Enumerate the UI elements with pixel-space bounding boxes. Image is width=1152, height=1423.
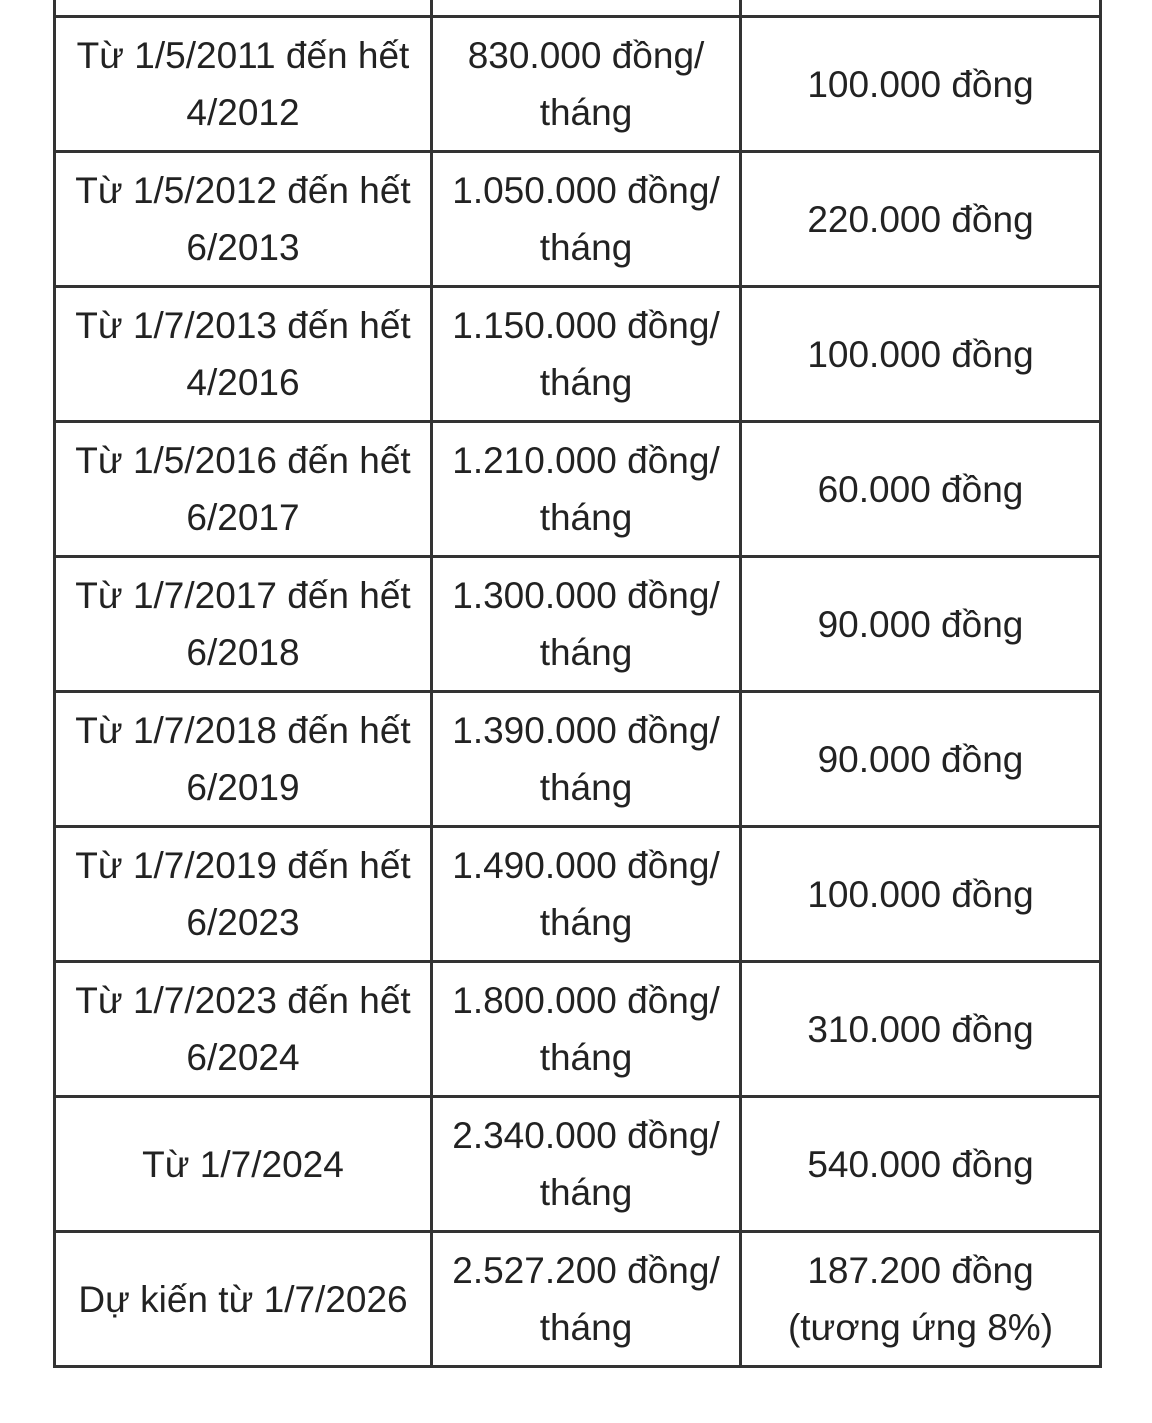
period-cell: [55, 827, 432, 962]
amount-text: 2.340.000 đồng/ tháng: [452, 1115, 720, 1213]
increase-text: 220.000 đồng: [807, 198, 1034, 240]
increase-text: 187.200 đồng (tương ứng 8%): [787, 1250, 1054, 1348]
amount-cell: [432, 17, 741, 152]
amount-text: 2.527.200 đồng/ tháng: [452, 1250, 720, 1348]
period-cell: [55, 1097, 432, 1232]
increase-text: 90.000 đồng: [817, 738, 1024, 780]
amount-text: 1.300.000 đồng/ tháng: [452, 575, 720, 673]
cutoff-cell: [432, 0, 741, 17]
period-text: Dự kiến từ 1/7/2026: [78, 1278, 408, 1320]
table-row: [55, 962, 1101, 1097]
amount-cell: [432, 287, 741, 422]
cutoff-cell: [55, 0, 432, 17]
increase-text: 100.000 đồng: [807, 333, 1034, 375]
period-text: Từ 1/7/2017 đến hết 6/2018: [75, 575, 411, 673]
period-text: Từ 1/5/2011 đến hết 4/2012: [76, 35, 410, 133]
period-cell: [55, 557, 432, 692]
period-cell: [55, 422, 432, 557]
period-text: Từ 1/7/2024: [142, 1143, 344, 1185]
table-row: [55, 557, 1101, 692]
increase-text: 540.000 đồng: [807, 1143, 1034, 1185]
table-row: [55, 1097, 1101, 1232]
period-text: Từ 1/7/2013 đến hết 4/2016: [75, 305, 411, 403]
table-row: [55, 692, 1101, 827]
amount-text: 1.490.000 đồng/ tháng: [452, 845, 720, 943]
increase-cell: [741, 422, 1101, 557]
amount-cell: [432, 1232, 741, 1367]
amount-cell: [432, 422, 741, 557]
table-row: [55, 152, 1101, 287]
period-text: Từ 1/5/2012 đến hết 6/2013: [75, 170, 411, 268]
amount-cell: [432, 962, 741, 1097]
increase-text: 310.000 đồng: [807, 1008, 1034, 1050]
increase-text: 90.000 đồng: [817, 603, 1024, 645]
period-text: Từ 1/5/2016 đến hết 6/2017: [75, 440, 411, 538]
period-cell: [55, 962, 432, 1097]
amount-cell: [432, 152, 741, 287]
increase-cell: [741, 962, 1101, 1097]
period-cell: [55, 1232, 432, 1367]
base-salary-table: [53, 0, 1102, 1368]
table-row: [55, 1232, 1101, 1367]
increase-cell: [741, 287, 1101, 422]
period-text: Từ 1/7/2019 đến hết 6/2023: [75, 845, 411, 943]
table-row: [55, 422, 1101, 557]
increase-cell: [741, 152, 1101, 287]
amount-text: 1.800.000 đồng/ tháng: [452, 980, 720, 1078]
table-row-cutoff: [55, 0, 1101, 17]
period-text: Từ 1/7/2018 đến hết 6/2019: [75, 710, 411, 808]
period-cell: [55, 152, 432, 287]
cutoff-cell: [741, 0, 1101, 17]
amount-text: 830.000 đồng/ tháng: [467, 35, 705, 133]
table-row: [55, 17, 1101, 152]
increase-text: 100.000 đồng: [807, 63, 1034, 105]
salary-table-container: [53, 0, 1099, 1368]
period-cell: [55, 17, 432, 152]
amount-text: 1.050.000 đồng/ tháng: [452, 170, 720, 268]
period-cell: [55, 692, 432, 827]
amount-cell: [432, 827, 741, 962]
amount-cell: [432, 692, 741, 827]
increase-cell: [741, 692, 1101, 827]
increase-cell: [741, 557, 1101, 692]
increase-cell: [741, 1232, 1101, 1367]
table-row: [55, 827, 1101, 962]
amount-cell: [432, 1097, 741, 1232]
amount-cell: [432, 557, 741, 692]
increase-text: 60.000 đồng: [817, 468, 1024, 510]
amount-text: 1.150.000 đồng/ tháng: [452, 305, 720, 403]
increase-cell: [741, 827, 1101, 962]
amount-text: 1.210.000 đồng/ tháng: [452, 440, 720, 538]
table-row: [55, 287, 1101, 422]
period-text: Từ 1/7/2023 đến hết 6/2024: [75, 980, 411, 1078]
increase-cell: [741, 17, 1101, 152]
period-cell: [55, 287, 432, 422]
amount-text: 1.390.000 đồng/ tháng: [452, 710, 720, 808]
increase-cell: [741, 1097, 1101, 1232]
increase-text: 100.000 đồng: [807, 873, 1034, 915]
